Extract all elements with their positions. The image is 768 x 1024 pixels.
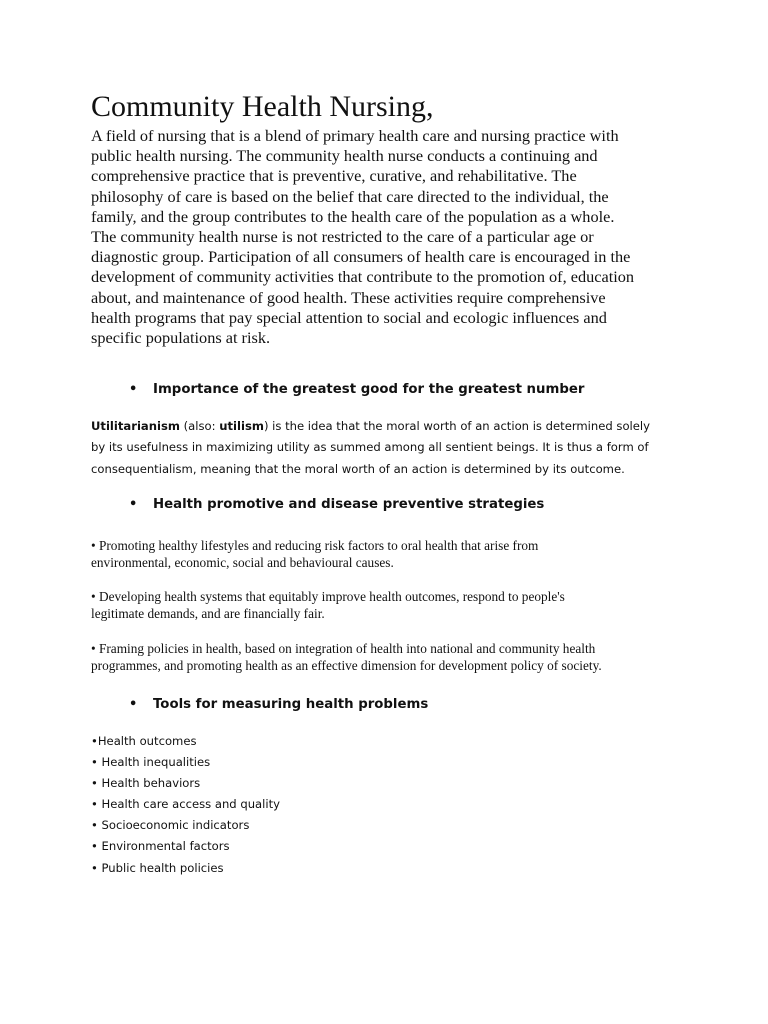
strategy-line: • Developing health systems that equitably improve health outcomes, respond to people's	[91, 589, 565, 604]
list-item: • Environmental factors	[91, 839, 230, 854]
intro-line: health programs that pay special attention to social and ecologic influences and	[91, 307, 607, 327]
intro-paragraph	[91, 126, 691, 348]
section-heading-strategies	[129, 496, 544, 514]
list-item: • Socioeconomic indicators	[91, 818, 250, 833]
list-item: • Public health policies	[91, 860, 224, 875]
paragraph-line: by its usefulness in maximizing utility as summed among all sentient beings. It is thus a form of	[91, 440, 649, 455]
document-title: Community Health Nursing,	[91, 90, 434, 123]
list-item: • Health care access and quality	[91, 797, 280, 812]
section-heading-tools	[129, 696, 428, 714]
paragraph-line: consequentialism, meaning that the moral worth of an action is determined by its outcome.	[91, 461, 625, 476]
intro-line: comprehensive practice that is preventive, curative, and rehabilitative. The	[91, 166, 577, 186]
intro-line: specific populations at risk.	[91, 328, 271, 348]
intro-line: The community health nurse is not restricted to the care of a particular age or	[91, 227, 594, 247]
strategy-item	[91, 537, 711, 572]
strategy-line: programmes, and promoting health as an effective dimension for development policy of society.	[91, 658, 602, 674]
section-heading-text: Tools for measuring health problems	[153, 697, 429, 712]
intro-line: philosophy of care is based on the belief that care directed to the individual, the	[91, 186, 609, 206]
strategy-line: • Framing policies in health, based on integration of health into national and community health	[91, 641, 596, 656]
paragraph-line	[91, 416, 711, 437]
tools-list	[91, 731, 280, 879]
term-utilism: utilism	[219, 419, 264, 433]
section-heading-greatest-good	[129, 381, 584, 399]
utilitarianism-paragraph	[91, 416, 711, 480]
intro-line: development of community activities that contribute to the promotion of, education	[91, 267, 635, 287]
bullet-icon: •	[129, 497, 138, 512]
strategy-line: environmental, economic, social and behavioural causes.	[91, 555, 394, 571]
intro-line: about, and maintenance of good health. These activities require comprehensive	[91, 287, 606, 307]
list-item: • Health behaviors	[91, 776, 201, 791]
intro-line: family, and the group contributes to the health care of the population as a whole.	[91, 206, 615, 226]
intro-line: A field of nursing that is a blend of primary health care and nursing practice with	[91, 126, 619, 145]
paragraph-text: (also:	[179, 419, 220, 433]
strategy-item	[91, 640, 711, 675]
bullet-icon: •	[129, 382, 138, 397]
intro-line: public health nursing. The community health nurse conducts a continuing and	[91, 146, 598, 166]
list-item: •Health outcomes	[91, 734, 197, 748]
strategy-item	[91, 588, 711, 623]
strategy-line: legitimate demands, and are financially fair.	[91, 606, 325, 622]
list-item: • Health inequalities	[91, 755, 211, 770]
bullet-icon: •	[129, 697, 138, 712]
paragraph-text: ) is the idea that the moral worth of an action is determined solely	[263, 419, 650, 433]
term-utilitarianism: Utilitarianism	[91, 419, 180, 433]
section-heading-text: Importance of the greatest good for the greatest number	[153, 382, 585, 397]
strategy-line: • Promoting healthy lifestyles and reducing risk factors to oral health that arise from	[91, 538, 539, 553]
intro-line: diagnostic group. Participation of all consumers of health care is encouraged in the	[91, 247, 631, 267]
section-heading-text: Health promotive and disease preventive strategies	[153, 497, 545, 512]
